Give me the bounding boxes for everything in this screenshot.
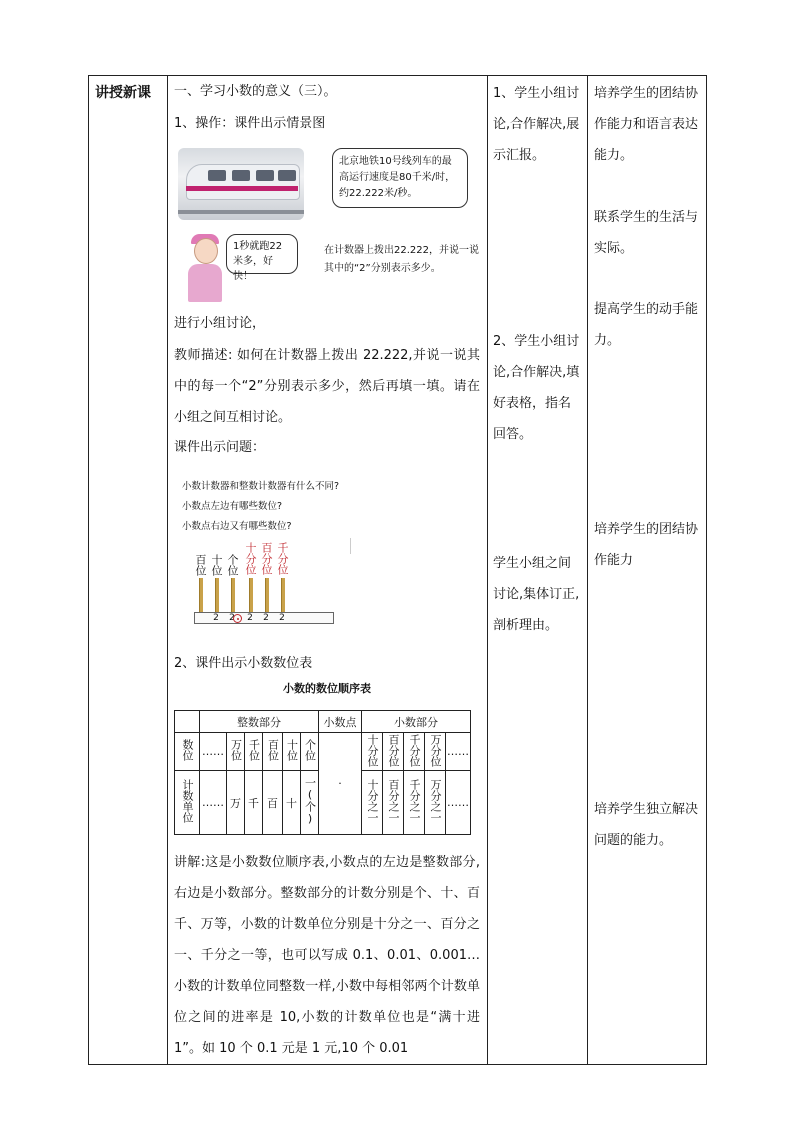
- decimal-point-header: 小数点: [319, 711, 362, 733]
- subway-train-image: [178, 148, 304, 220]
- place-label: 千分位: [276, 542, 289, 575]
- teacher-description: 教师描述: 如何在计数器上拨出 22.222,并说一说其中的每一个“2”分别表示多少，然后再填一填。请在小组之间互相讨论。: [174, 348, 480, 425]
- int-place-cell: 百位: [263, 733, 283, 771]
- abacus-digit: 2: [213, 613, 219, 623]
- goal-1: 培养学生的团结协作能力和语言表达能力。: [594, 86, 699, 163]
- question-2: 小数点左边有哪些数位?: [182, 501, 283, 512]
- int-unit-cell: 十: [283, 771, 301, 835]
- ellipsis-cell: ……: [200, 733, 227, 771]
- student-speech-bubble: 1秒就跑22米多，好快！: [226, 234, 298, 274]
- place-label: 十位: [210, 554, 223, 576]
- content-column: [168, 76, 487, 1064]
- int-place-cell: 万位: [227, 733, 245, 771]
- place-value-table: [174, 710, 471, 835]
- goal-3: 提高学生的动手能力。: [594, 302, 699, 348]
- int-unit-cell: 一(个): [301, 771, 319, 835]
- integer-part-header: 整数部分: [200, 711, 319, 733]
- abacus-digit: 2: [263, 613, 269, 623]
- place-label: 百分位: [260, 542, 273, 575]
- explanation-text: 讲解:这是小数数位顺序表,小数点的左边是整数部分,右边是小数部分。整数部分的计数分别是个、十、百千、万等，小数的计数单位分别是十分之一、百分之一、千分之一等，也可以写成 0.1、0.01、0.001…小数的计数单位同整数一样,小数中每相邻两个计数单位之间的进率是 10,小数的计数单位也是“满十进 1”。如 10 个 0.1 元是 1 元,10 个 0.01: [174, 855, 480, 1056]
- goal-2: 联系学生的生活与实际。: [594, 210, 699, 256]
- dec-unit-cell: 百分之一: [383, 771, 404, 835]
- goal-column: [588, 76, 706, 1064]
- discuss-text: 进行小组讨论，: [174, 316, 266, 331]
- int-place-cell: 十位: [283, 733, 301, 771]
- step1-text: 1、操作：课件出示情景图: [174, 116, 326, 131]
- activity-column: [488, 76, 587, 1064]
- dec-place-cell: 百分位: [383, 733, 404, 771]
- abacus-task-note: 在计数器上拨出22.222，并说一说其中的“2”分别表示多少。: [324, 245, 479, 274]
- ellipsis-cell: ……: [446, 771, 471, 835]
- question-3: 小数点右边又有哪些数位?: [182, 521, 292, 532]
- goal-4: 培养学生的团结协作能力: [594, 522, 699, 568]
- ellipsis-cell: ……: [446, 733, 471, 771]
- row-label: 数位: [175, 733, 200, 771]
- dec-unit-cell: 千分之一: [404, 771, 425, 835]
- goal-5: 培养学生独立解决问题的能力。: [594, 802, 699, 848]
- question-1: 小数计数器和整数计数器有什么不同?: [182, 481, 340, 492]
- scenario-illustration: [174, 142, 482, 302]
- place-value-table-title: 小数的数位顺序表: [283, 682, 371, 695]
- place-label: 十分位: [244, 542, 257, 575]
- place-label: 百位: [194, 554, 207, 576]
- decimal-abacus: [194, 542, 334, 634]
- int-unit-cell: 万: [227, 771, 245, 835]
- int-place-cell: 个位: [301, 733, 319, 771]
- lesson-heading: 一、学习小数的意义（三）。: [174, 84, 337, 99]
- int-unit-cell: 百: [263, 771, 283, 835]
- problem-label: 课件出示问题：: [174, 440, 266, 455]
- section-column: [89, 76, 167, 1064]
- decimal-part-header: 小数部分: [362, 711, 471, 733]
- train-speed-bubble: 北京地铁10号线列车的最高运行速度是80千米/时，约22.222米/秒。: [332, 148, 468, 208]
- ellipsis-cell: ……: [200, 771, 227, 835]
- abacus-digit: 2: [229, 613, 235, 623]
- place-label: 个位: [226, 554, 239, 576]
- dec-unit-cell: 十分之一: [362, 771, 383, 835]
- step2-text: 2、课件出示小数数位表: [174, 656, 313, 671]
- dec-place-cell: 万分位: [425, 733, 446, 771]
- dec-place-cell: 千分位: [404, 733, 425, 771]
- row-label: 计数单位: [175, 771, 200, 835]
- decimal-point-marker: [233, 614, 242, 623]
- dec-unit-cell: 万分之一: [425, 771, 446, 835]
- abacus-illustration: [174, 478, 350, 638]
- abacus-digit: 2: [279, 613, 285, 623]
- decimal-point-cell: ·: [319, 733, 362, 835]
- abacus-digit: 2: [247, 613, 253, 623]
- int-place-cell: 千位: [245, 733, 263, 771]
- int-unit-cell: 千: [245, 771, 263, 835]
- activity-1: 1、学生小组讨论,合作解决,展示汇报。: [493, 86, 580, 163]
- activity-3: 学生小组之间讨论,集体订正,剖析理由。: [493, 556, 580, 633]
- dec-place-cell: 十分位: [362, 733, 383, 771]
- lesson-table: [88, 75, 707, 1065]
- activity-2: 2、学生小组讨论,合作解决,填好表格，指名回答。: [493, 334, 580, 442]
- student-figure-image: [178, 230, 230, 302]
- section-label: 讲授新课: [95, 85, 151, 101]
